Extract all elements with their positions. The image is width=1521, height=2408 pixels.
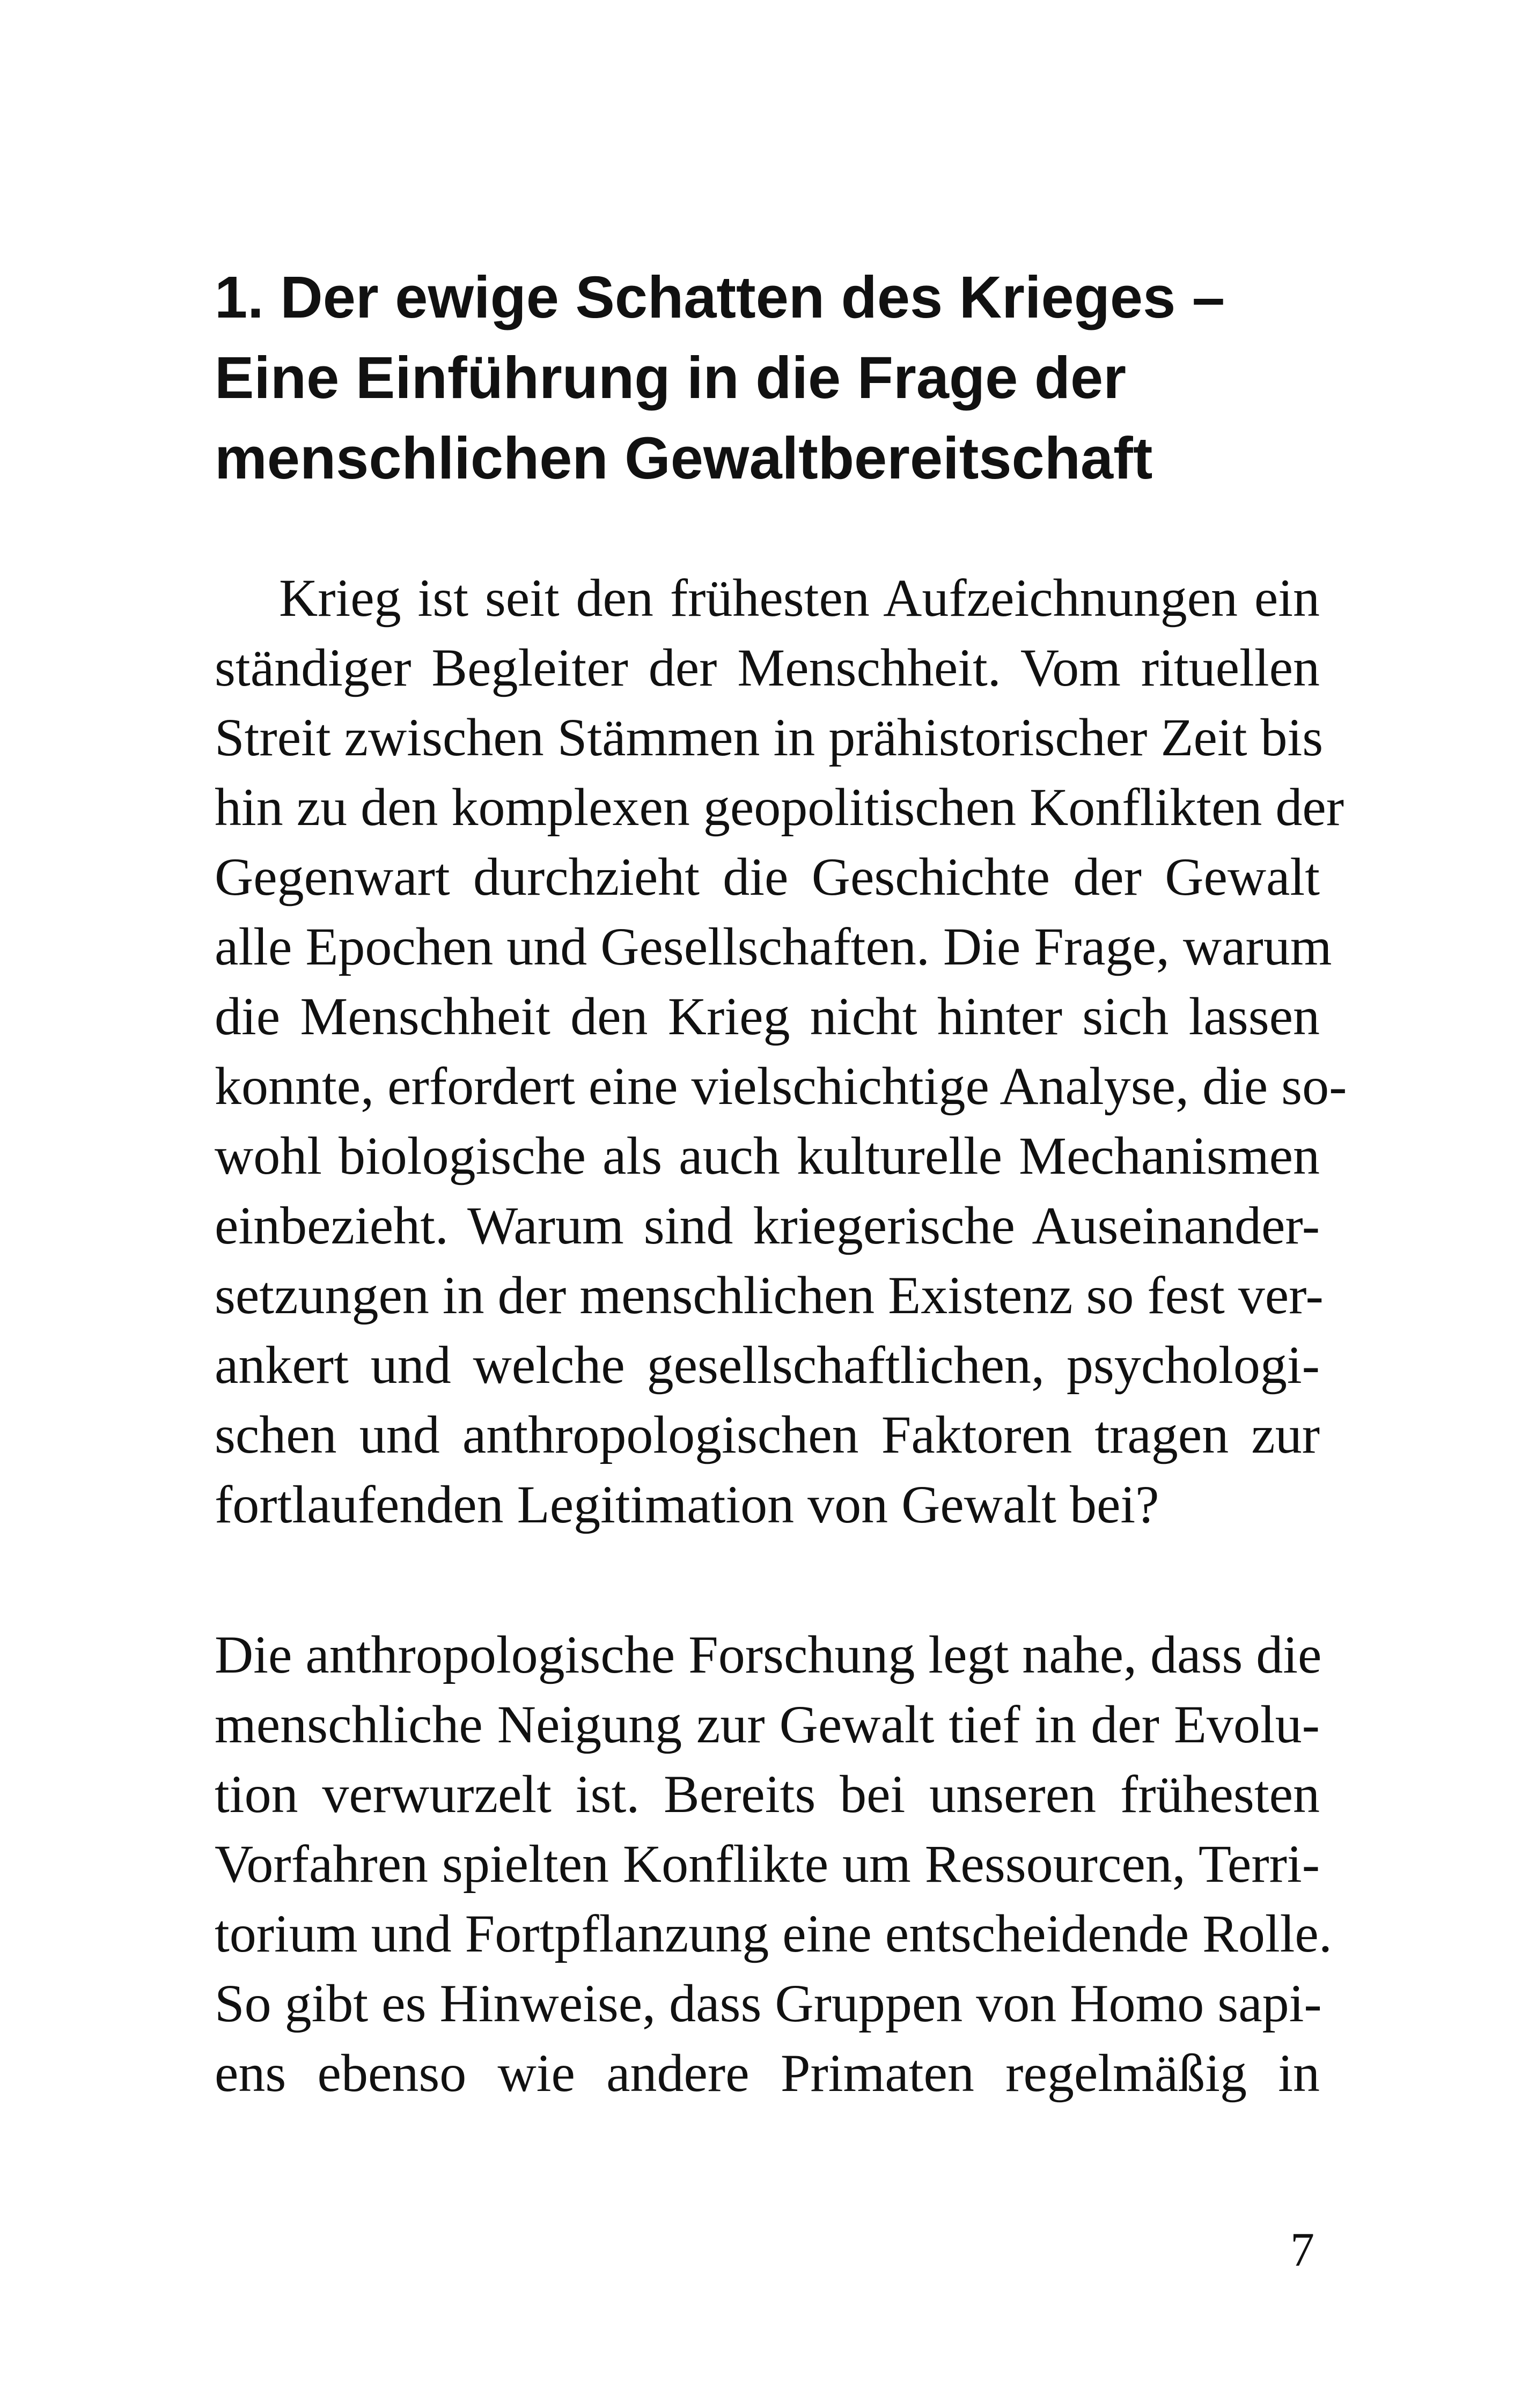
- page-number: 7: [1290, 2223, 1314, 2277]
- text-line: ständiger Begleiter der Menschheit. Vom rituellen: [215, 638, 1320, 697]
- paragraph-intro: [215, 563, 1347, 1540]
- text-line: hin zu den komplexen geopolitischen Konflikten der: [215, 777, 1344, 837]
- text-line: menschliche Neigung zur Gewalt tief in der Evolu-: [215, 1695, 1320, 1754]
- text-line: konnte, erfordert eine vielschichtige Analyse, die so-: [215, 1056, 1347, 1116]
- text-line: ens ebenso wie andere Primaten regelmäßig in: [215, 2043, 1320, 2103]
- chapter-heading: [215, 257, 1320, 499]
- text-line: So gibt es Hinweise, dass Gruppen von Homo sapi-: [215, 1973, 1322, 2033]
- text-line: fortlaufenden Legitimation von Gewalt bei?: [215, 1475, 1159, 1534]
- paragraph-anthropology: [215, 1620, 1332, 2108]
- text-line: schen und anthropologischen Faktoren tragen zur: [215, 1405, 1320, 1464]
- text-line: ankert und welche gesellschaftlichen, psychologi-: [215, 1335, 1320, 1395]
- text-line: einbezieht. Warum sind kriegerische Auseinander-: [215, 1196, 1320, 1255]
- text-line: tion verwurzelt ist. Bereits bei unseren frühesten: [215, 1764, 1320, 1824]
- text-line: setzungen in der menschlichen Existenz so fest ver-: [215, 1265, 1324, 1325]
- text-line: Vorfahren spielten Konflikte um Ressourcen, Terri-: [215, 1834, 1320, 1894]
- chapter-heading-line: 1. Der ewige Schatten des Krieges –: [215, 264, 1225, 330]
- text-line: Streit zwischen Stämmen in prähistorischer Zeit bis: [215, 708, 1324, 767]
- text-line: alle Epochen und Gesellschaften. Die Frage, warum: [215, 917, 1332, 976]
- text-line: torium und Fortpflanzung eine entscheidende Rolle.: [215, 1904, 1332, 1963]
- text-line: Krieg ist seit den frühesten Aufzeichnungen ein: [279, 568, 1320, 628]
- text-line: wohl biologische als auch kulturelle Mechanismen: [215, 1126, 1320, 1185]
- text-line: Die anthropologische Forschung legt nahe, dass die: [215, 1625, 1322, 1684]
- chapter-heading-line: Eine Einführung in die Frage der: [215, 345, 1127, 411]
- text-line: Gegenwart durchzieht die Geschichte der Gewalt: [215, 847, 1320, 907]
- text-line: die Menschheit den Krieg nicht hinter sich lassen: [215, 986, 1320, 1046]
- chapter-heading-line: menschlichen Gewaltbereitschaft: [215, 425, 1153, 491]
